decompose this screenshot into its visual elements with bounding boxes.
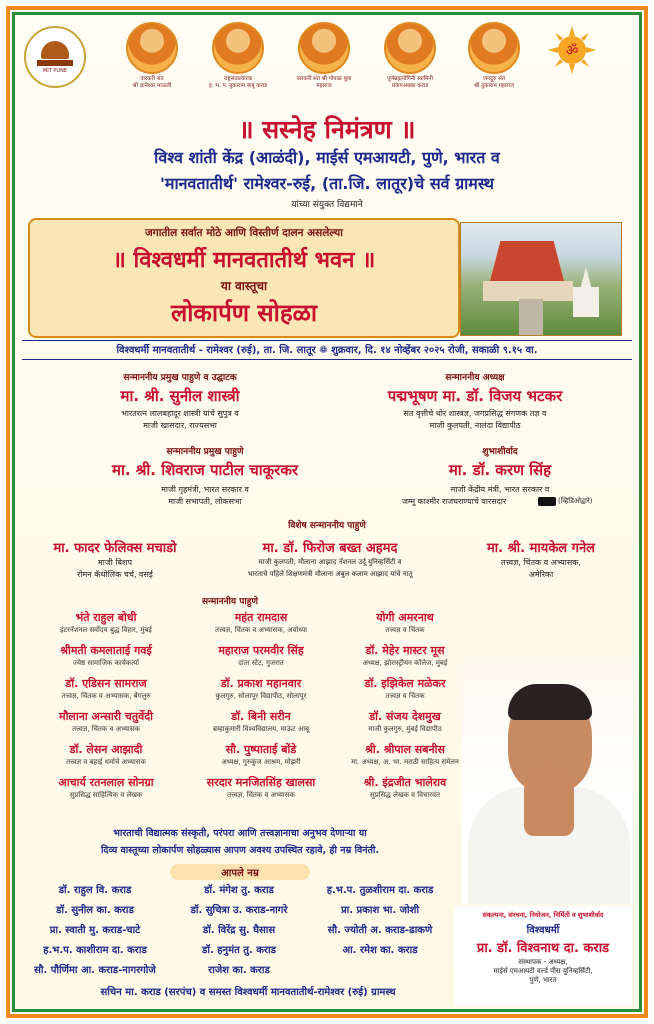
humble-name: ह.भ.प. तुळशीराम दा. कराड <box>326 885 434 896</box>
guest-desc: माजी कुलगुरु, मुंबई विद्यापीठ <box>368 725 442 733</box>
special-guest-desc-1a: माजी बिशप <box>97 558 133 567</box>
humble-name: डॉ. विरेंद्र सु. घैसास <box>202 925 276 936</box>
guest-desc: इंटरनॅशनल सर्वोदय बुद्ध विहार, मुंबई <box>60 626 152 634</box>
guest-desc: सुप्रसिद्ध साहित्यिक व लेखक <box>69 791 143 799</box>
banner-line-1: जगातील सर्वात मोठे आणि विस्तीर्ण दालन असलेल्या <box>145 227 343 239</box>
guest-desc-1: माजी गृहमंत्री, भारत सरकार व <box>161 485 249 494</box>
guest-name: मा. श्री. शिवराज पाटील चाकूरकर <box>112 461 298 479</box>
saint-title-3: वारकरी संत श्री गोपाळ बुवा महाराज <box>296 76 352 89</box>
guest-desc: अध्यक्ष, गुरुकुंज आश्रम, मोझरी <box>221 758 301 766</box>
humble-name: प्रा. स्वाती मु. कराड-चाटे <box>49 925 141 936</box>
blessing-desc-2: जम्मू काश्मीर राजघराण्याचे वारसदार <box>402 497 507 506</box>
guest-desc: कुलगुरु, सोलापूर विद्यापीठ, सोलापूर <box>215 692 307 700</box>
guest-desc: तत्त्वज्ञ, चिंतक व अभ्यासक <box>72 725 140 733</box>
credit-line-2: विश्वधर्मी <box>526 925 560 936</box>
guest-name: डॉ. प्रकाश महानवार <box>220 677 302 690</box>
guest-name: योगी अमरनाथ <box>376 611 434 624</box>
guest-name: महंत रामदास <box>234 611 288 624</box>
chief-guest-desc-1: भारतरत्न लालबहादूर शास्त्री यांचे सुपुत्र व <box>121 409 239 418</box>
special-guest-name-3: मा. श्री. मायकेल गनेल <box>487 541 595 556</box>
founder-portrait <box>462 662 634 904</box>
special-guest-desc-3b: अमेरिका <box>528 570 554 579</box>
guest-desc: ज्येष्ठ सामाजिक कार्यकर्त्या <box>72 659 140 667</box>
guests-heading: सन्माननीय पाहुणे <box>201 597 259 607</box>
special-guests-heading: विशेष सन्माननीय पाहुणे <box>288 521 366 531</box>
chief-guest-name: मा. श्री. सुनील शास्त्री <box>120 387 240 405</box>
saint-portrait-1 <box>126 22 178 74</box>
humble-name: डॉ. राहुल वि. कराड <box>58 885 132 896</box>
saint-title-5: जगद्गुरु संत श्री तुकाराम महाराज <box>474 76 514 89</box>
saint-title-2: राष्ट्रसंतप्रचारक ह. भ. प. तुकाराम बाबू कराड <box>208 76 268 89</box>
humble-name: ह.भ.प. काशीराम दा. कराड <box>43 945 147 956</box>
humble-name: सौ. ज्योती अ. कराड-ढाकणे <box>327 925 433 936</box>
special-guest-name-1: मा. फादर फेलिक्स मचाडो <box>53 541 177 556</box>
humble-name: सौ. पौर्णिमा आ. कराड-नागरगोजे <box>34 965 156 976</box>
saint-title-4: पूर्णब्रह्मयोगिनी स्वामिनी प्रयागअक्का कराड <box>387 76 433 89</box>
guest-name: मौलाना अन्सारी चतुर्वेदी <box>59 710 153 723</box>
guest-name: सरदार मनजितसिंह खालसा <box>206 776 316 789</box>
credit-line-1: संकल्पना, संरचना, नियोजन, निर्मिती व शुभाशीर्वाद <box>482 911 604 919</box>
guest-desc: सुप्रसिद्ध लेखक व विचारवंत <box>370 791 440 799</box>
closing-line-2: दिव्य वास्तूच्या लोकार्पण सोहळ्यास आपण अवश्य उपस्थित रहावे, ही नम्र विनंती. <box>100 845 380 856</box>
intro-line-2: 'मानवतातीर्थ' रामेश्वर-रुई, (ता.जि. लातूर)चे सर्व ग्रामस्थ <box>160 174 494 193</box>
humble-name: आ. रमेश का. कराड <box>342 945 418 956</box>
guest-name: डॉ. एडिसन सामराज <box>65 677 147 690</box>
humble-name: डॉ. सुचित्रा उ. कराड-नागरे <box>190 905 288 916</box>
guest-name: महाराज परमवीर सिंह <box>218 644 304 657</box>
credit-desc-2: माईर्स एमआयटी वर्ल्ड पीस युनिव्हर्सिटी, <box>493 967 593 975</box>
guest-desc: अध्यक्ष, झोरास्ट्रीयन कॉलेज, मुंबई <box>362 659 448 667</box>
intro-line-3: यांच्या संयुक्त विद्यमाने <box>291 200 363 210</box>
saint-title-1: वारकरी संत श्री ज्ञानेश्वर माऊली <box>132 76 172 89</box>
special-guest-desc-3a: तत्त्वज्ञ, चिंतक व अभ्यासक, <box>501 558 581 567</box>
guest-desc: तत्त्वज्ञ, चिंतक व अभ्यासक <box>227 791 295 799</box>
event-info-bar: विश्वधर्मी मानवतातीर्थ - रामेश्वर (रुई), ता. जि. लातूर ❁ शुक्रवार, दि. १४ नोव्हेंबर २०२५ रोजी, सकाळी ९.१५ वा. <box>22 340 632 360</box>
guest-desc: दांता स्टेट, गुजरात <box>238 659 284 667</box>
saint-portrait-2 <box>212 22 264 74</box>
special-guest-desc-2a: माजी कुलपती, मौलाना आझाद नॅशनल उर्दू युनिव्हर्सिटी व <box>258 558 402 566</box>
credit-desc-3: पुणे, भारत <box>529 976 557 984</box>
banner-line-3: या वास्तूचा <box>220 279 268 293</box>
guest-name: डॉ. मेहेर मास्टर मूस <box>365 644 445 657</box>
humble-name: डॉ. हनुमंत तु. कराड <box>202 945 276 956</box>
saint-portrait-4 <box>384 22 436 74</box>
guest-name: डॉ. इझिकेल मळेकर <box>364 677 446 690</box>
credit-box <box>454 906 632 1006</box>
special-guest-name-2: मा. डॉ. फिरोज बख्त अहमद <box>262 541 398 556</box>
guest-desc: तत्त्वज्ञ व चिंतक <box>385 626 425 634</box>
guest-name: श्रीमती कमलाताई गवई <box>60 644 152 657</box>
photo-temple <box>573 267 599 317</box>
chief-guest-heading: सन्माननीय प्रमुख पाहुणे व उद्घाटक <box>123 373 237 383</box>
closing-line-1: भारताची विद्यात्मक संस्कृती, परंपरा आणि तत्त्वज्ञानाचा अनुभव देणाऱ्या या <box>113 828 367 839</box>
guest-desc: तत्त्वज्ञ, चिंतक व अभ्यासक, बेंगलुरु <box>61 692 151 700</box>
humble-name: प्रा. प्रकाश भा. जोशी <box>340 905 420 916</box>
president-desc-2: माजी कुलपती, नालंदा विद्यापीठ <box>429 421 521 430</box>
video-icon <box>538 497 556 506</box>
guest-desc: तत्त्वज्ञ व बहाई धर्माचे अभ्यासक <box>66 758 146 766</box>
blessing-heading: शुभाशीर्वाद <box>482 447 518 457</box>
guest-desc: तत्त्वज्ञ व चिंतक <box>385 692 425 700</box>
guest-desc-2: माजी सभापती, लोकसभा <box>168 497 242 506</box>
blessing-desc-1: माजी केंद्रीय मंत्री, भारत सरकार व <box>450 485 550 494</box>
president-name: पद्मभूषण मा. डॉ. विजय भटकर <box>387 387 563 405</box>
building-photo <box>460 222 622 336</box>
invitation-title: ॥ सस्नेह निमंत्रण ॥ <box>238 115 416 144</box>
guest-desc: तत्त्वज्ञ, चिंतक व अभ्यासक, अयोध्या <box>215 626 307 634</box>
humble-heading: आपले नम्र <box>170 864 310 880</box>
special-guest-desc-1b: रोमन कॅथोलिक चर्च, वसई <box>77 570 153 579</box>
signoff-line: सचिन मा. कराड (सरपंच) व समस्त विश्वधर्मी मानवतातीर्थ-रामेश्वर (रुई) ग्रामस्थ <box>100 987 396 998</box>
guest-name: डॉ. बिनी सरीन <box>231 710 291 723</box>
president-heading: सन्माननीय अध्यक्ष <box>445 373 505 383</box>
svg-text:ॐ: ॐ <box>565 43 579 59</box>
saint-portrait-3 <box>298 22 350 74</box>
guest-name: श्री. इंद्रजीत भालेराव <box>363 776 447 789</box>
logo-text: MIT PUNE <box>42 67 67 74</box>
logo-base-icon <box>37 60 73 66</box>
humble-name: डॉ. सुनील का. कराड <box>56 905 134 916</box>
credit-name: प्रा. डॉ. विश्वनाथ दा. कराड <box>476 941 610 956</box>
portrait-hair <box>508 684 592 720</box>
guest-name: श्री. श्रीपाल सबनीस <box>365 743 445 756</box>
mit-logo <box>24 26 86 88</box>
saint-portrait-5 <box>468 22 520 74</box>
guest-heading: सन्माननीय प्रमुख पाहुणे <box>166 447 244 457</box>
guest-name: डॉ. लेसन आझादी <box>69 743 143 756</box>
blessing-video-note: (व्हिडिओद्वारे) <box>558 497 593 505</box>
banner-line-4: लोकार्पण सोहळा <box>170 299 318 327</box>
president-desc-1: संत वृत्तीचे थोर शास्त्रज्ञ, जगप्रसिद्ध संगणक तज्ञ व <box>403 409 547 418</box>
photo-roof <box>489 241 565 285</box>
portrait-folded-hands <box>524 766 574 836</box>
banner-line-2: ॥ विश्वधर्मी मानवतातीर्थ भवन ॥ <box>112 248 376 273</box>
guest-name: आचार्य रतनलाल सोनग्रा <box>58 776 154 789</box>
photo-path <box>519 299 543 336</box>
humble-name: राजेश का. कराड <box>208 965 270 976</box>
guest-desc: मा. अध्यक्ष, अ. भा. मराठी साहित्य संमेलन <box>351 758 459 766</box>
guest-name: सौ. पुष्पाताई बोंडे <box>225 743 297 756</box>
intro-line-1: विश्व शांती केंद्र (आळंदी), माईर्स एमआयटी, पुणे, भारत व <box>154 148 500 167</box>
special-guest-desc-2b: भारताचे पहिले शिक्षणमंत्री मौलाना अबुल कलाम आझाद यांचे नातू <box>247 570 413 578</box>
photo-wall <box>483 281 573 301</box>
guest-name: भंते राहुल बोधी <box>75 611 137 624</box>
om-sun-icon <box>548 26 596 74</box>
guest-name: डॉ. संजय देशमुख <box>369 710 441 723</box>
logo-dome-icon <box>41 41 69 59</box>
chief-guest-desc-2: माजी खासदार, राज्यसभा <box>143 421 217 430</box>
blessing-name: मा. डॉ. करण सिंह <box>448 461 552 479</box>
guest-desc: ब्रम्हाकुमारी विश्वविद्यालय, माऊंट आबू <box>212 725 310 733</box>
humble-name: डॉ. मंगेश तु. कराड <box>204 885 274 896</box>
credit-desc-1: संस्थापक - अध्यक्ष, <box>518 958 568 966</box>
